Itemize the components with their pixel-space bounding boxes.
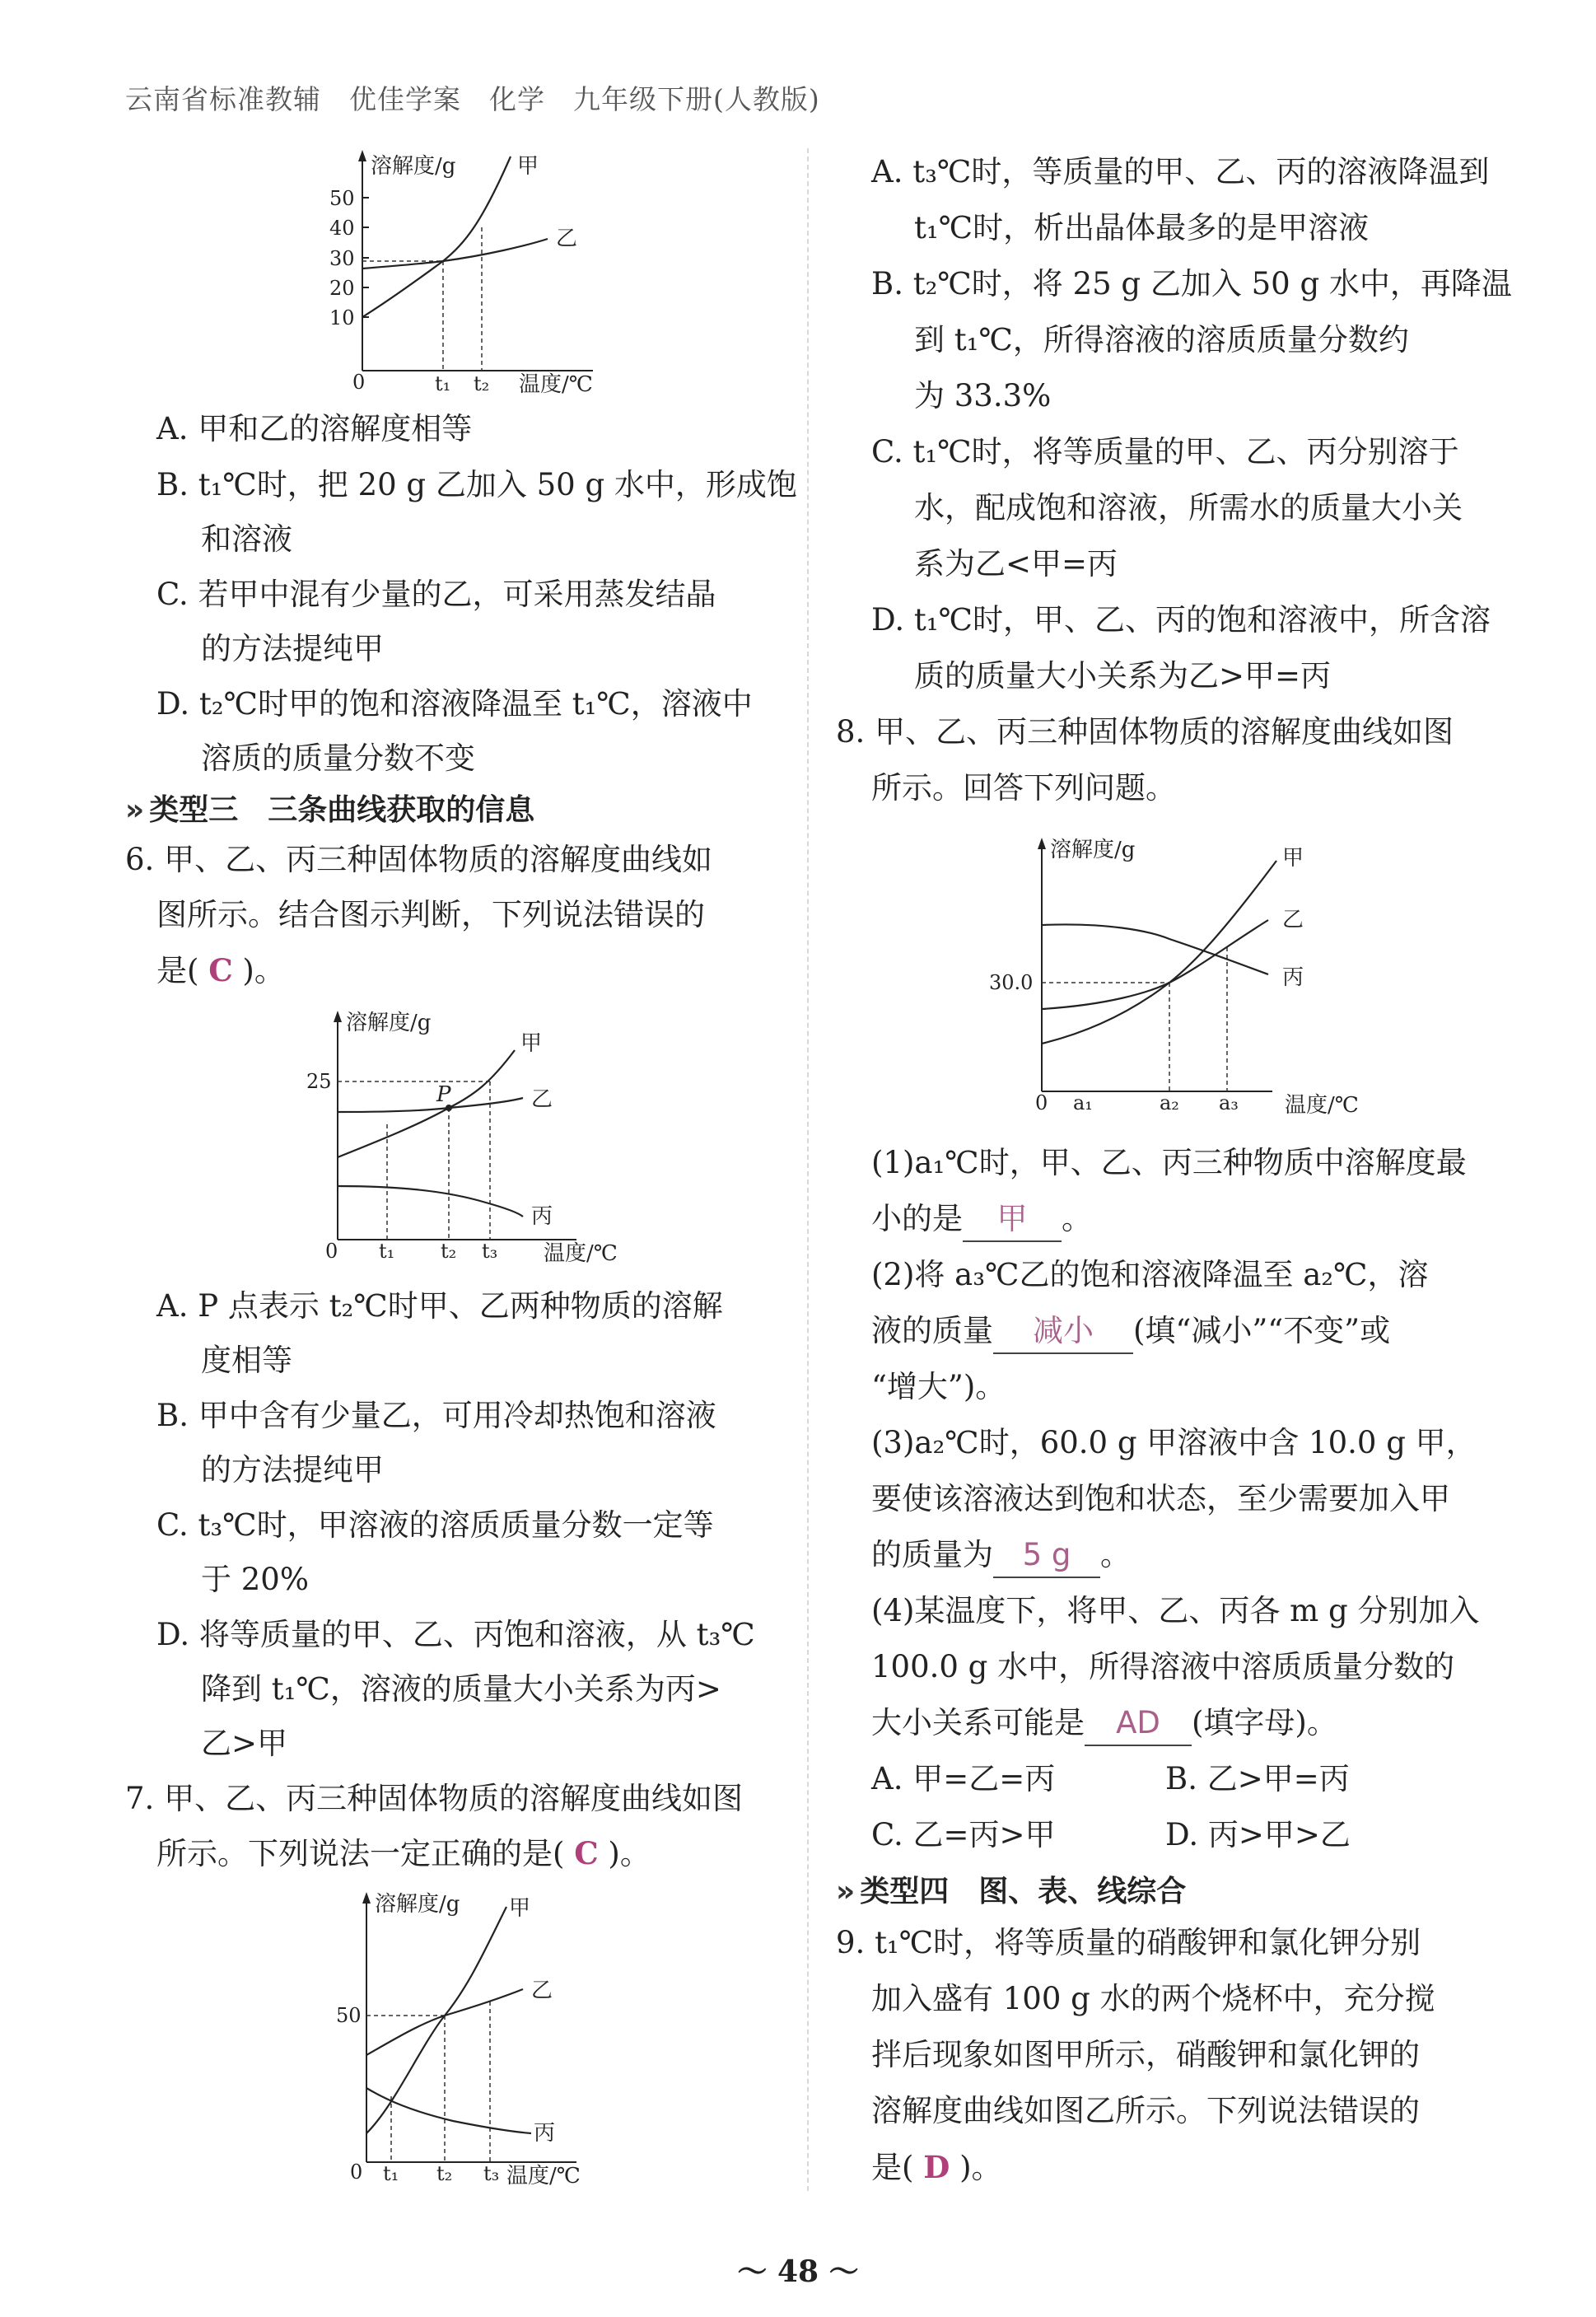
legend-jia: 甲	[517, 154, 539, 179]
q7-x-tick-t1: t₁	[383, 2162, 399, 2185]
q8-curve-bing	[1042, 924, 1268, 974]
legend-yi: 乙	[556, 227, 578, 251]
q8-y-axis-label: 溶解度/g	[1050, 838, 1136, 862]
q6-legend-bing: 丙	[531, 1204, 553, 1229]
q9-line3: 拌后现象如图甲所示，硝酸钾和氯化钾的	[871, 2037, 1420, 2072]
origin-label: 0	[352, 371, 366, 394]
q7-option-a-line2: t₁℃时，析出晶体最多的是甲溶液	[914, 210, 1370, 245]
q6-x-tick-t3: t₃	[482, 1240, 498, 1263]
q8-part1-answer: 甲	[963, 1198, 1062, 1242]
q6-x-tick-t1: t₁	[379, 1240, 395, 1263]
page-number: ～ 48 ～	[737, 2254, 859, 2289]
y-tick-40: 40	[329, 217, 355, 240]
q8-part3-line2: 要使该溶液达到饱和状态，至少需要加入甲	[871, 1481, 1450, 1516]
y-tick-30: 30	[329, 247, 355, 270]
q8-part3-line1: (3)a₂℃时，60.0 g 甲溶液中含 10.0 g 甲，	[871, 1425, 1477, 1460]
q5-option-b-line2: 和溶液	[201, 521, 292, 557]
q7-option-c-line3: 系为乙<甲=丙	[914, 546, 1118, 582]
x-tick-t1: t₁	[435, 372, 451, 395]
y-tick-20: 20	[329, 277, 355, 300]
q7-x-axis-label: 温度/℃	[506, 2164, 581, 2187]
q7-option-d-line1: D. t₁℃时，甲、乙、丙的饱和溶液中，所含溶	[871, 602, 1491, 638]
column-divider	[807, 148, 809, 2191]
section-title-3: » 类型三 三条曲线获取的信息	[125, 793, 535, 827]
q6-option-c-line2: 于 20%	[201, 1562, 309, 1597]
q5-option-d-line1: D. t₂℃时甲的饱和溶液降温至 t₁℃，溶液中	[156, 686, 753, 722]
q7-legend-jia: 甲	[509, 1896, 531, 1921]
curve-jia	[362, 156, 511, 317]
q9-answer: D	[923, 2149, 950, 2185]
q6-y-tick-25: 25	[306, 1070, 332, 1093]
q8-legend-bing: 丙	[1282, 965, 1304, 990]
q8-option-a: A. 甲=乙=丙	[871, 1761, 1056, 1796]
q6-legend-jia: 甲	[520, 1031, 543, 1056]
q6-stem-line3: 是( C )。	[156, 952, 285, 988]
q7-answer: C	[574, 1835, 599, 1871]
q9-line4: 溶解度曲线如图乙所示。下列说法错误的	[871, 2093, 1420, 2128]
q8-x-tick-a2: a₂	[1160, 1091, 1179, 1114]
q7-stem-line2: 所示。下列说法一定正确的是( C )。	[156, 1835, 651, 1871]
q6-origin: 0	[325, 1240, 338, 1263]
q6-option-d-line1: D. 将等质量的甲、乙、丙饱和溶液，从 t₃℃	[156, 1617, 755, 1652]
q8-part1-line1: (1)a₁℃时，甲、乙、丙三种物质中溶解度最	[871, 1145, 1467, 1180]
chart-q8	[984, 828, 1379, 1124]
q5-option-c-line2: 的方法提纯甲	[201, 631, 384, 666]
q8-option-b: B. 乙>甲=丙	[1165, 1761, 1350, 1796]
q5-option-c-line1: C. 若甲中混有少量的乙，可采用蒸发结晶	[156, 577, 716, 612]
q6-legend-yi: 乙	[531, 1087, 553, 1112]
q7-option-b-line3: 为 33.3%	[914, 378, 1052, 413]
q8-part1-line2: 小的是 甲 。	[871, 1191, 1092, 1247]
q7-stem-line1: 7. 甲、乙、丙三种固体物质的溶解度曲线如图	[125, 1781, 744, 1816]
q8-legend-yi: 乙	[1282, 908, 1304, 932]
q6-curve-yi	[338, 1098, 523, 1112]
q8-x-tick-a3: a₃	[1219, 1091, 1239, 1114]
q6-stem-line2: 图所示。结合图示判断，下列说法错误的	[156, 897, 705, 932]
q6-option-d-line3: 乙>甲	[201, 1726, 288, 1761]
q6-x-axis-label: 温度/℃	[544, 1241, 618, 1264]
q6-option-a-line2: 度相等	[201, 1343, 292, 1378]
q6-x-tick-t2: t₂	[441, 1240, 457, 1263]
q6-point-p-label: P	[436, 1082, 451, 1107]
q8-part2-line1: (2)将 a₃℃乙的饱和溶液降温至 a₂℃，溶	[871, 1257, 1429, 1292]
y-tick-10: 10	[329, 306, 355, 329]
q8-part4-line3: 大小关系可能是 AD (填字母)。	[871, 1695, 1337, 1751]
q7-legend-bing: 丙	[534, 2121, 556, 2146]
x-tick-t2: t₂	[474, 372, 490, 395]
q7-option-c-line2: 水，配成饱和溶液，所需水的质量大小关	[914, 490, 1463, 526]
q5-option-a: A. 甲和乙的溶解度相等	[156, 411, 473, 446]
q7-option-a-line1: A. t₃℃时，等质量的甲、乙、丙的溶液降温到	[871, 154, 1490, 189]
section-title-4: » 类型四 图、表、线综合	[836, 1875, 1187, 1908]
q7-option-b-line2: 到 t₁℃，所得溶液的溶质质量分数约	[914, 322, 1409, 357]
q8-part2-line3: “增大”)。	[871, 1369, 1006, 1404]
q8-x-axis-label: 温度/℃	[1285, 1093, 1359, 1118]
chart-q6	[296, 1001, 642, 1264]
q7-option-d-line2: 质的质量大小关系为乙>甲=丙	[914, 658, 1332, 694]
q8-stem-line2: 所示。回答下列问题。	[871, 770, 1176, 806]
q8-origin: 0	[1035, 1091, 1048, 1114]
q8-stem-line1: 8. 甲、乙、丙三种固体物质的溶解度曲线如图	[836, 714, 1454, 750]
q6-option-b-line1: B. 甲中含有少量乙，可用冷却热饱和溶液	[156, 1398, 716, 1433]
q7-x-tick-t3: t₃	[483, 2162, 500, 2185]
q7-y-tick-50: 50	[336, 2004, 362, 2027]
q6-option-c-line1: C. t₃℃时，甲溶液的溶质质量分数一定等	[156, 1507, 714, 1543]
q8-legend-jia: 甲	[1282, 846, 1304, 871]
q8-y-tick-30: 30.0	[989, 971, 1034, 994]
q8-part2-answer: 减小	[993, 1310, 1133, 1354]
q6-option-a-line1: A. P 点表示 t₂℃时甲、乙两种物质的溶解	[156, 1288, 723, 1324]
q9-line5: 是( D )。	[871, 2149, 1002, 2185]
q8-curve-jia	[1042, 861, 1276, 1044]
y-axis-arrow	[358, 150, 366, 161]
q8-x-tick-a1: a₁	[1073, 1091, 1093, 1114]
q7-origin: 0	[350, 2161, 363, 2184]
q8-option-c: C. 乙=丙>甲	[871, 1817, 1056, 1852]
q8-part3-answer: 5 g	[993, 1534, 1100, 1578]
q6-y-axis-label: 溶解度/g	[346, 1011, 432, 1035]
q5-option-d-line2: 溶质的质量分数不变	[201, 740, 475, 776]
q6-option-d-line2: 降到 t₁℃，溶液的质量大小关系为丙>	[201, 1671, 721, 1707]
y-tick-50: 50	[329, 187, 355, 210]
q9-line2: 加入盛有 100 g 水的两个烧杯中，充分搅	[871, 1981, 1435, 2016]
q8-option-d: D. 丙>甲>乙	[1165, 1817, 1351, 1852]
q8-part4-line2: 100.0 g 水中，所得溶液中溶质质量分数的	[871, 1649, 1455, 1684]
q8-part2-line2: 液的质量 减小 (填“减小”“不变”或	[871, 1303, 1390, 1359]
q8-part4-answer: AD	[1085, 1702, 1192, 1746]
q6-curve-bing	[338, 1186, 523, 1217]
chart-q7	[329, 1882, 626, 2187]
q9-line1: 9. t₁℃时，将等质量的硝酸钾和氯化钾分别	[836, 1925, 1421, 1960]
page-header: 云南省标准教辅 优佳学案 化学 九年级下册(人教版)	[125, 83, 820, 115]
q8-part3-line3: 的质量为 5 g 。	[871, 1527, 1131, 1583]
q6-option-b-line2: 的方法提纯甲	[201, 1452, 384, 1488]
y-axis-label: 溶解度/g	[371, 154, 456, 179]
chart-q5	[313, 148, 659, 395]
curve-yi	[362, 239, 548, 269]
x-axis-label: 温度/℃	[519, 372, 593, 395]
q6-stem-line1: 6. 甲、乙、丙三种固体物质的溶解度曲线如	[125, 842, 713, 877]
q7-legend-yi: 乙	[531, 1978, 553, 2003]
q7-option-b-line1: B. t₂℃时，将 25 g 乙加入 50 g 水中，再降温	[871, 266, 1512, 301]
q7-option-c-line1: C. t₁℃时，将等质量的甲、乙、丙分别溶于	[871, 434, 1459, 469]
q7-x-tick-t2: t₂	[436, 2162, 453, 2185]
q6-answer: C	[208, 952, 233, 988]
q5-option-b-line1: B. t₁℃时，把 20 g 乙加入 50 g 水中，形成饱	[156, 467, 797, 502]
q7-y-axis-label: 溶解度/g	[375, 1892, 460, 1917]
q8-part4-line1: (4)某温度下，将甲、乙、丙各 m g 分别加入	[871, 1593, 1480, 1628]
